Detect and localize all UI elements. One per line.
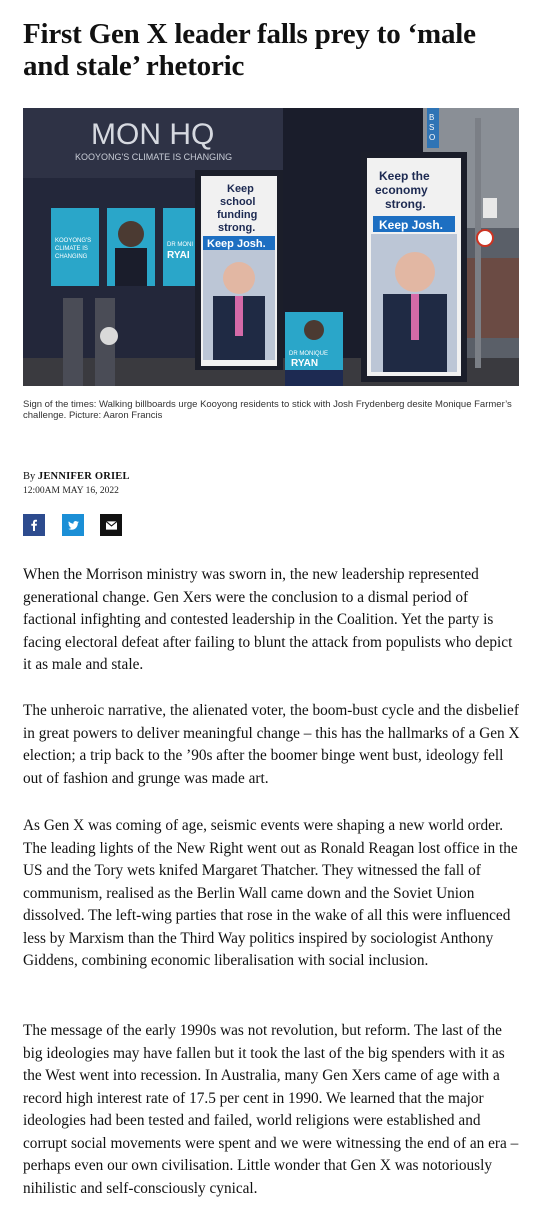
share-twitter-button[interactable] bbox=[62, 514, 84, 536]
facebook-icon bbox=[30, 519, 38, 531]
svg-text:strong.: strong. bbox=[385, 197, 426, 211]
svg-text:Keep: Keep bbox=[227, 183, 254, 195]
article-paragraph: When the Morrison ministry was sworn in, the new leadership represented generational change. Gen Xers were the conclusion to a dismal period of factional infighting and contested leadership in the Coalition. Yet the party is facing electoral defeat after failing to blunt the attack from populists who depict it as male and stale. bbox=[23, 566, 513, 673]
email-icon bbox=[106, 521, 117, 530]
svg-text:DR MONI: DR MONI bbox=[167, 242, 193, 248]
svg-text:KOOYONG'S: KOOYONG'S bbox=[55, 238, 92, 244]
photo-sign-subtitle: KOOYONG'S CLIMATE IS CHANGING bbox=[75, 152, 233, 162]
share-email-button[interactable] bbox=[100, 514, 122, 536]
twitter-icon bbox=[68, 521, 79, 530]
svg-text:RYAN: RYAN bbox=[291, 358, 319, 369]
byline bbox=[23, 471, 130, 482]
photo-caption: Sign of the times: Walking billboards urge Kooyong residents to stick with Josh Frydenberg desite Monique Farmer’s challenge. Picture: Aaron Francis bbox=[23, 399, 512, 421]
share-facebook-button[interactable] bbox=[23, 514, 45, 536]
svg-text:RYAI: RYAI bbox=[167, 250, 190, 261]
svg-text:Keep Josh.: Keep Josh. bbox=[379, 218, 444, 232]
svg-text:CHANGING: CHANGING bbox=[55, 254, 88, 260]
headline: First Gen X leader falls prey to ‘male and stale’ rhetoric bbox=[23, 18, 476, 82]
svg-text:Keep the: Keep the bbox=[379, 169, 430, 183]
svg-text:funding: funding bbox=[217, 209, 258, 221]
svg-text:Keep Josh.: Keep Josh. bbox=[207, 238, 266, 250]
article-paragraph: The unheroic narrative, the alienated voter, the boom-bust cycle and the disbelief in great powers to deliver meaningful change – this has the hallmarks of a Gen X election; a trip back to the ’90s after the boomer binge went bust, ideology fell out of fashion and grunge was made art. bbox=[23, 702, 520, 787]
svg-text:strong.: strong. bbox=[218, 222, 256, 234]
article-photo bbox=[23, 108, 519, 386]
photo-sign-title: MON HQ bbox=[91, 118, 215, 151]
svg-text:DR MONIQUE: DR MONIQUE bbox=[289, 351, 328, 357]
svg-text:school: school bbox=[220, 196, 256, 208]
article-paragraph: As Gen X was coming of age, seismic events were shaping a new world order. The leading lights of the New Right went out as Ronald Reagan lost office in the US and the Tory wets knifed Margaret Thatcher. They witnessed the fall of communism, realised as the Berlin Wall came down and the Soviet Union dissolved. The left-wing parties that rose in the wake of all this were influenced less by Marxism than the Third Way politics inspired by sociologist Anthony Giddens, combining economic liberalisation with social inclusion. bbox=[23, 817, 518, 969]
byline-prefix: By bbox=[23, 471, 36, 482]
article-paragraph: The message of the early 1990s was not revolution, but reform. The last of the big ideologies may have fallen but it took the last of the big spenders with it as the West went into recession. In Australia, many Gen Xers came of age with a record high interest rate of 17.5 per cent in 1990. We learned that the major ideologies had been tested and failed, world religions were established and corrupt social movements were spent and we were witnessing the end of an era – perhaps even our own civilisation. Little wonder that Gen X was notoriously nihilistic and self-consciously cynical. bbox=[23, 1022, 519, 1197]
svg-text:O: O bbox=[429, 133, 436, 142]
svg-text:B: B bbox=[429, 113, 435, 122]
publish-date: 12:00AM MAY 16, 2022 bbox=[23, 486, 119, 496]
svg-text:S: S bbox=[429, 123, 435, 132]
svg-text:economy: economy bbox=[375, 183, 428, 197]
svg-text:CLIMATE IS: CLIMATE IS bbox=[55, 246, 88, 252]
author-link[interactable]: JENNIFER ORIEL bbox=[37, 471, 130, 482]
